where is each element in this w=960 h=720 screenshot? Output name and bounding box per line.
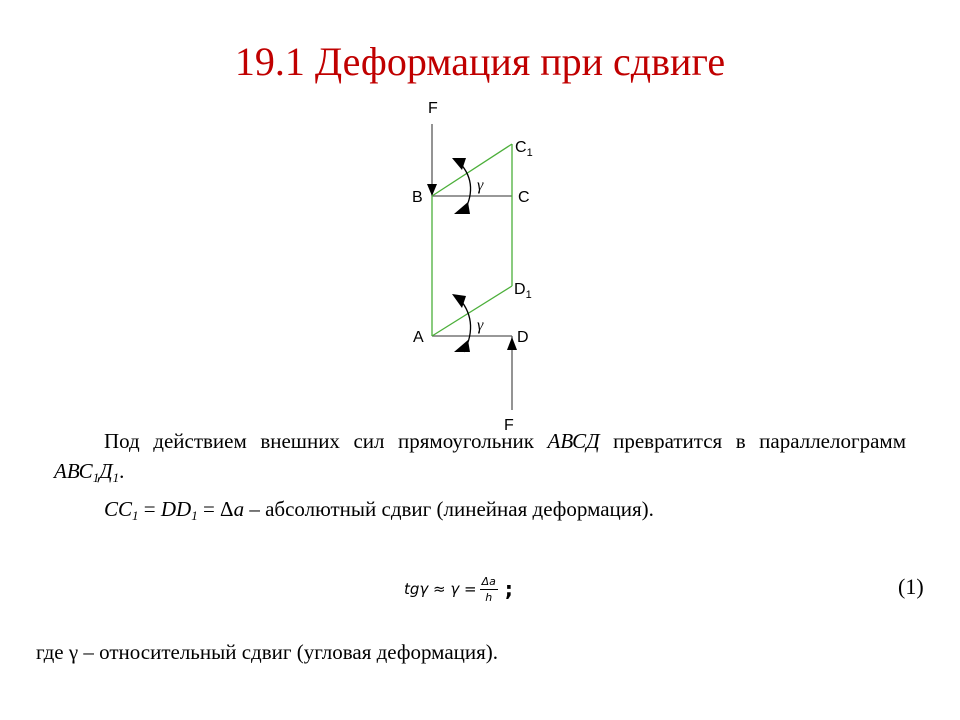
equation-number: (1) — [898, 574, 924, 599]
edge-BC1 — [432, 144, 512, 196]
angle-arrow-top-2 — [454, 202, 470, 214]
label-force-bottom: F — [504, 417, 514, 434]
shear-formula — [404, 566, 513, 612]
label-B: B — [412, 189, 423, 206]
label-A: A — [413, 329, 424, 346]
paragraph-absolute-shear: $СС_1 = DD_1 = \Delta a$ – абсолютный сдвиг (линейная деформация). — [104, 497, 654, 523]
formula-lhs: tgγ ≈ γ = — [404, 580, 477, 598]
angle-arc-top — [457, 160, 471, 212]
label-C1: $C_1$ — [515, 139, 533, 159]
label-C: C — [518, 189, 530, 206]
formula-denominator: h — [485, 590, 493, 604]
label-force-top: F — [428, 100, 438, 117]
label-D1: $D_1$ — [514, 281, 532, 301]
angle-arrow-bottom-2 — [454, 340, 470, 352]
edge-AD1 — [432, 286, 512, 336]
paragraph-deformation: Под действием внешних сил прямоугольник АВСД превратится в параллелограмм $АВС_1Д_1$. — [54, 429, 906, 485]
page-title: 19.1 Деформация при сдвиге — [234, 39, 726, 84]
force-bottom-arrowhead — [507, 337, 517, 350]
paragraph-relative-shear: где γ – относительный сдвиг (угловая деформация). — [36, 640, 499, 664]
formula-numerator: Δa — [481, 574, 496, 588]
formula-semicolon: ; — [504, 577, 513, 601]
label-gamma-top: γ — [477, 177, 484, 194]
formula-fraction — [480, 575, 498, 604]
label-gamma-bottom: γ — [477, 317, 484, 334]
label-D: D — [517, 329, 529, 346]
